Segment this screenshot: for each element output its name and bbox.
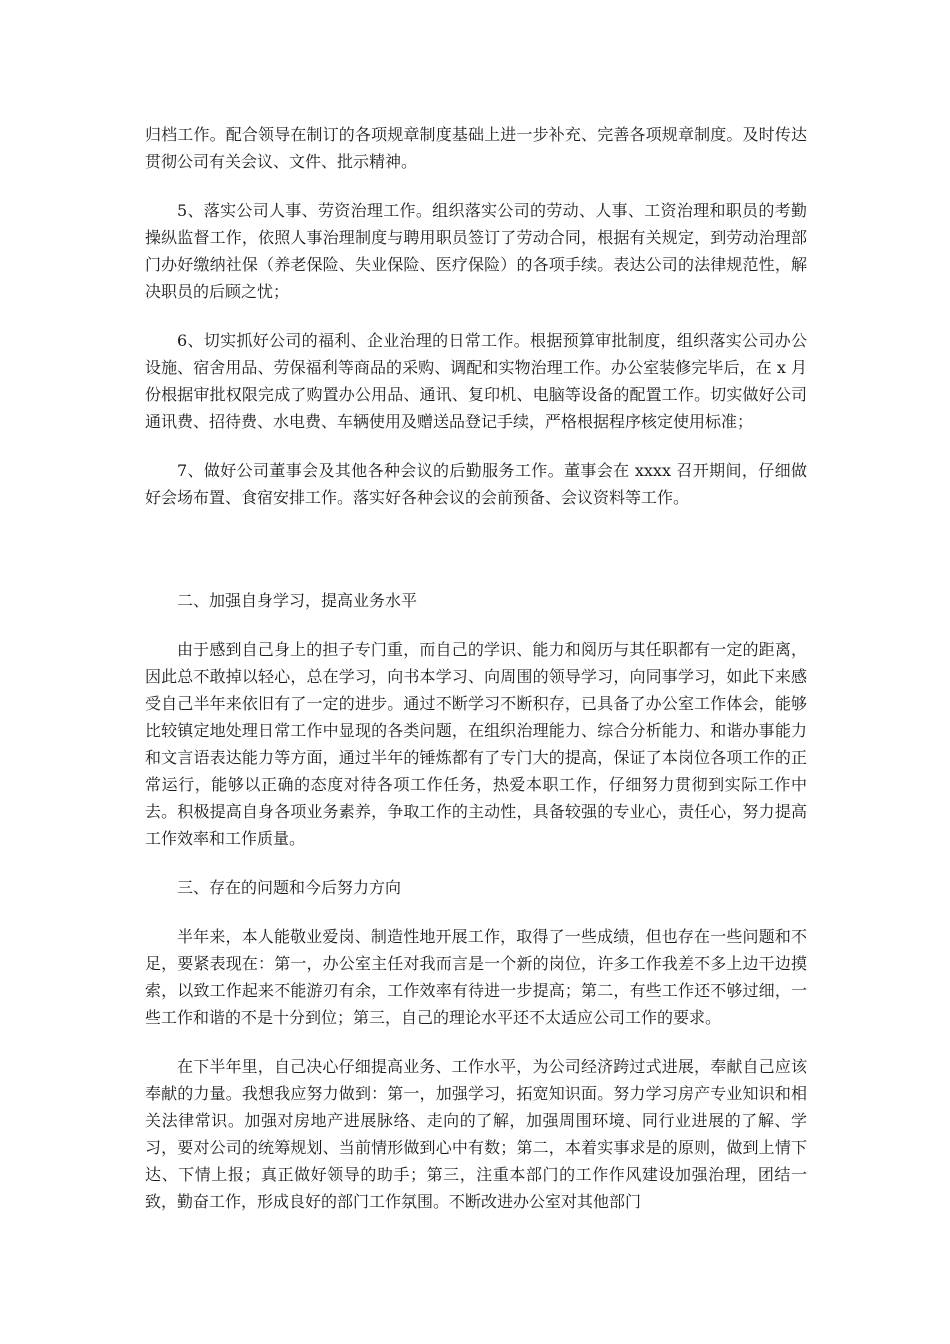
- paragraph-spacer: [145, 901, 807, 923]
- section-heading-3: 三、存在的问题和今后努力方向: [177, 878, 402, 897]
- paragraph-problems: 半年来，本人能敬业爱岗、制造性地开展工作，取得了一些成绩，但也存在一些问题和不足，要紧表现在：第一，办公室主任对我而言是一个新的岗位，许多工作我差不多上边干边摸索，以致工作起来不能游刃有余，工作效率有待进一步提高；第二，有些工作还不够过细，一些工作和谐的不是十分到位；第三，自己的理论水平还不太适应公司工作的要求。: [145, 927, 807, 1027]
- paragraph-spacer: [145, 435, 807, 457]
- paragraph-item-6: 6、切实抓好公司的福利、企业治理的日常工作。根据预算审批制度，组织落实公司办公设施、宿舍用品、劳保福利等商品的采购、调配和实物治理工作。办公室装修完毕后，在 x 月份根据审批权限完成了购置办公用品、通讯、复印机、电脑等设备的配置工作。切实做好公司通讯费、招待费、水电费、车辆使用及赠送品登记手续，严格根据程序核定使用标准；: [145, 331, 807, 431]
- paragraph-spacer: [145, 305, 807, 327]
- paragraph-archive-work: 归档工作。配合领导在制订的各项规章制度基础上进一步补充、完善各项规章制度。及时传达贯彻公司有关会议、文件、批示精神。: [145, 125, 807, 171]
- paragraph-spacer: [145, 1031, 807, 1053]
- paragraph-future-plan: 在下半年里，自己决心仔细提高业务、工作水平，为公司经济跨过式进展，奉献自己应该奉献的力量。我想我应努力做到：第一，加强学习，拓宽知识面。努力学习房产专业知识和相关法律常识。加强对房地产进展脉络、走向的了解，加强周围环境、同行业进展的了解、学习，要对公司的统筹规划、当前情形做到心中有数；第二，本着实事求是的原则，做到上情下达、下情上报；真正做好领导的助手；第三，注重本部门的工作作风建设加强治理，团结一致，勤奋工作，形成良好的部门工作氛围。不断改进办公室对其他部门: [145, 1057, 807, 1211]
- paragraph-spacer: [145, 852, 807, 874]
- paragraph-item-5: 5、落实公司人事、劳资治理工作。组织落实公司的劳动、人事、工资治理和职员的考勤操纵监督工作，依照人事治理制度与聘用职员签订了劳动合同，根据有关规定，到劳动治理部门办好缴纳社保（养老保险、失业保险、医疗保险）的各项手续。表达公司的法律规范性，解决职员的后顾之忧；: [145, 201, 807, 301]
- section-heading-2: 二、加强自身学习，提高业务水平: [177, 591, 418, 610]
- paragraph-item-7: 7、做好公司董事会及其他各种会议的后勤服务工作。董事会在 xxxx 召开期间，仔细做好会场布置、食宿安排工作。落实好各种会议的会前预备、会议资料等工作。: [145, 461, 807, 507]
- paragraph-spacer: [145, 175, 807, 197]
- document-body: [145, 121, 807, 1215]
- paragraph-spacer: [145, 614, 807, 636]
- paragraph-self-learning: 由于感到自己身上的担子专门重，而自己的学识、能力和阅历与其任职都有一定的距离，因此总不敢掉以轻心，总在学习，向书本学习、向周围的领导学习，向同事学习，如此下来感受自己半年来依旧有了一定的进步。通过不断学习不断积存，已具备了办公室工作体会，能够比较镇定地处理日常工作中显现的各类问题，在组织治理能力、综合分析能力、和谐办事能力和文言语表达能力等方面，通过半年的锤炼都有了专门大的提高，保证了本岗位各项工作的正常运行，能够以正确的态度对待各项工作任务，热爱本职工作，仔细努力贯彻到实际工作中去。积极提高自身各项业务素养，争取工作的主动性，具备较强的专业心，责任心，努力提高工作效率和工作质量。: [145, 640, 807, 848]
- section-spacer: [145, 511, 807, 587]
